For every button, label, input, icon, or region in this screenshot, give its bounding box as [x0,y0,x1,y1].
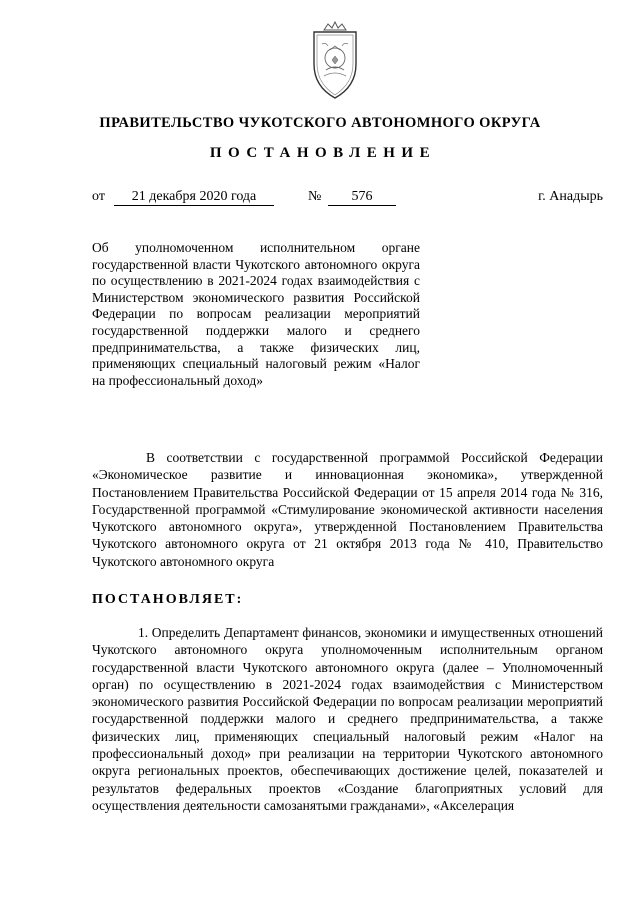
document-subject: Об уполномоченном исполнительном органе государственной власти Чукотского автономного округа по осуществлению в 2021-2024 годах взаимодействия с Министерством экономического развития Российской Федерации по вопросам реализации мероприятий государственной поддержки малого и среднего предпринимательства, а также физических лиц, применяющих специальный налоговый режим «Налог на профессиональный доход» [92,240,420,388]
resolves-heading: ПОСТАНОВЛЯЕТ: [92,592,244,607]
government-title: ПРАВИТЕЛЬСТВО ЧУКОТСКОГО АВТОНОМНОГО ОКРУГА [99,115,541,131]
number-sign-label: № [308,189,322,204]
document-city: г. Анадырь [538,189,603,204]
clause-1-paragraph: 1. Определить Департамент финансов, экономики и имущественных отношений Чукотского автономного округа уполномоченным исполнительным органом государственной власти Чукотского автономного округа (далее – Уполномоченный орган) по осуществлению в 2021-2024 годах взаимодействия с Министерством экономического развития Российской Федерации по вопросам реализации мероприятий государственной поддержки малого и среднего предпринимательства, а также физических лиц, применяющих специальный налоговый режим «Налог на профессиональный доход» при реализации на территории Чукотского автономного округа региональных проектов, обеспечивающих достижение целей, показателей и результатов федеральных проектов «Создание благоприятных условий для осуществления деятельности самозанятыми гражданами», «Акселерация [92,625,603,813]
coat-of-arms-emblem-icon [302,20,368,102]
document-meta-row [92,189,603,211]
document-date: 21 декабря 2020 года [114,189,274,206]
document-type-heading: ПОСТАНОВЛЕНИЕ [209,145,437,161]
date-prefix-label: от [92,189,105,204]
preamble-paragraph: В соответствии с государственной программой Российской Федерации «Экономическое развитие и инновационная экономика», утвержденной Постановлением Правительства Российской Федерации от 15 апреля 2014 года № 316, Государственной программой «Стимулирование экономической активности населения Чукотского автономного округа», утвержденной Постановлением Правительства Чукотского автономного округа от 21 октября 2013 года № 410, Правительство Чукотского автономного округа [92,450,603,569]
document-number: 576 [328,189,396,206]
